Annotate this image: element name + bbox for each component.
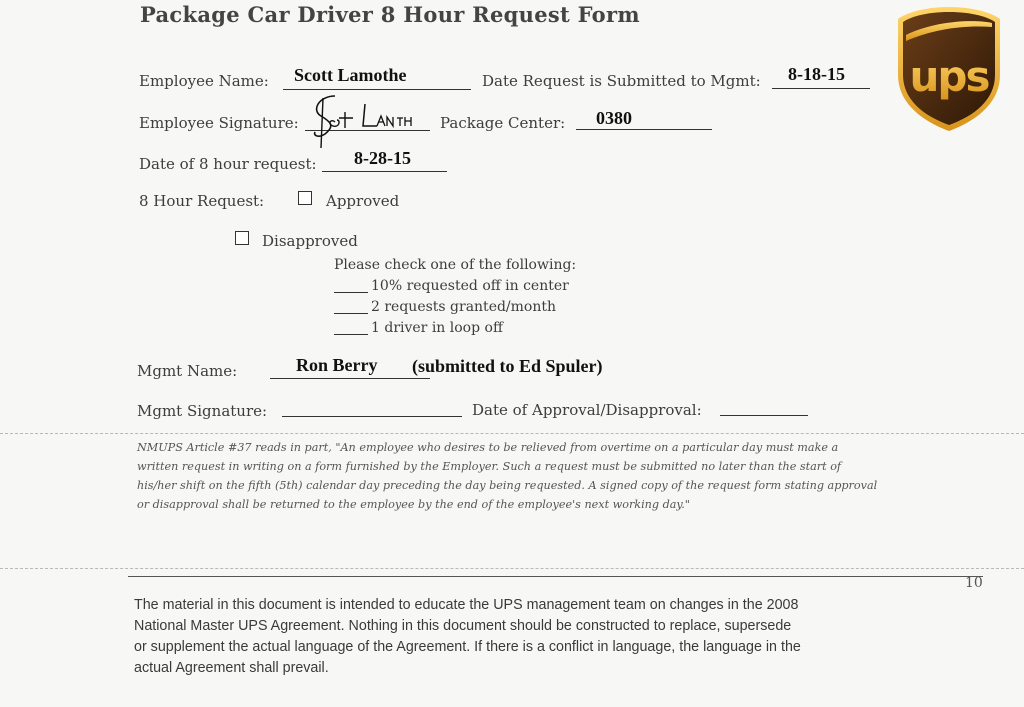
mgmt-signature-label: Mgmt Signature: — [137, 402, 268, 420]
employee-signature-image — [305, 90, 425, 150]
request-label: 8 Hour Request: — [139, 192, 265, 210]
date-submitted-label: Date Request is Submitted to Mgmt: — [482, 72, 761, 90]
employee-signature-label: Employee Signature: — [139, 114, 299, 132]
approved-checkbox[interactable] — [298, 191, 312, 205]
article-line-3: his/her shift on the fifth (5th) calendar day preceding the day being requested. A signed copy of the request form stating approval — [137, 479, 878, 492]
option-1-blank[interactable] — [334, 292, 368, 293]
footer-rule — [128, 576, 983, 577]
disclaimer-line-2: National Master UPS Agreement. Nothing in this document should be constructed to replace, supersede — [134, 618, 792, 634]
form-title: Package Car Driver 8 Hour Request Form — [140, 2, 640, 27]
disapproved-checkbox[interactable] — [235, 231, 249, 245]
mgmt-name-value[interactable]: Ron Berry — [296, 355, 378, 375]
option-2-blank[interactable] — [334, 313, 368, 314]
date-of-request-line — [322, 171, 447, 172]
approval-date-label: Date of Approval/Disapproval: — [472, 401, 702, 419]
disclaimer-line-4: actual Agreement shall prevail. — [134, 660, 329, 676]
divider-top — [0, 433, 1024, 434]
option-3-blank[interactable] — [334, 334, 368, 335]
date-submitted-line — [772, 88, 870, 89]
article-line-2: written request in writing on a form furnished by the Employer. Such a request must be submitted no later than the start of — [137, 460, 842, 473]
package-center-line — [576, 129, 712, 130]
page-number: 10 — [965, 575, 983, 591]
mgmt-name-line — [270, 378, 430, 379]
mgmt-name-label: Mgmt Name: — [137, 362, 238, 380]
article-line-4: or disapproval shall be returned to the employee by the end of the employee's next working day." — [137, 498, 690, 511]
disapproved-label: Disapproved — [262, 232, 358, 250]
disclaimer-line-1: The material in this document is intended to educate the UPS management team on changes in the 2008 — [134, 597, 799, 613]
package-center-value[interactable]: 0380 — [596, 108, 632, 128]
disclaimer-line-3: or supplement the actual language of the Agreement. If there is a conflict in language, the language in the — [134, 639, 801, 655]
date-of-request-label: Date of 8 hour request: — [139, 155, 317, 173]
employee-name-label: Employee Name: — [139, 72, 269, 90]
date-submitted-value[interactable]: 8-18-15 — [788, 64, 845, 84]
ups-logo-text: ups — [909, 52, 989, 101]
option-1-label: 10% requested off in center — [371, 278, 569, 294]
ups-logo — [894, 5, 1004, 133]
date-of-request-value[interactable]: 8-28-15 — [354, 148, 411, 168]
mgmt-name-note: (submitted to Ed Spuler) — [412, 356, 603, 376]
article-line-1: NMUPS Article #37 reads in part, "An employee who desires to be relieved from overtime on a particular day must make a — [137, 441, 839, 454]
option-2-label: 2 requests granted/month — [371, 299, 557, 315]
option-3-label: 1 driver in loop off — [371, 320, 503, 336]
divider-bottom — [0, 568, 1024, 569]
approved-label: Approved — [326, 192, 400, 210]
mgmt-signature-line[interactable] — [282, 416, 462, 417]
check-one-label: Please check one of the following: — [334, 257, 577, 273]
package-center-label: Package Center: — [440, 114, 566, 132]
approval-date-line[interactable] — [720, 415, 808, 416]
employee-name-value[interactable]: Scott Lamothe — [294, 65, 407, 85]
